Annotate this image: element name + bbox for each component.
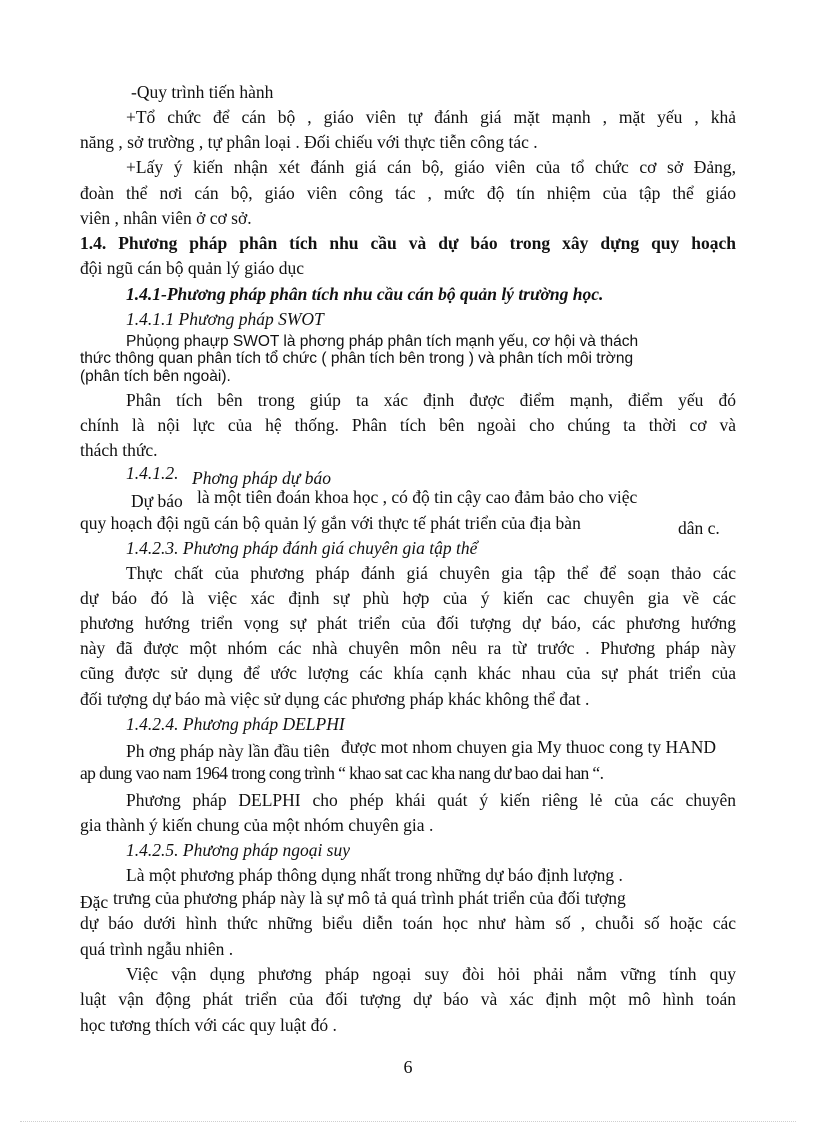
body-line: được mot nhom chuyen gia My thuoc cong ty HAND [341, 737, 717, 757]
body-line: đối tượng dự báo mà việc sử dụng các phương pháp khác không thể đat . [80, 689, 590, 709]
subsubsection-heading: 1.4.1.1 Phương pháp SWOT [126, 309, 324, 329]
subsubsection-heading: 1.4.2.3. Phương pháp đánh giá chuyên gia tập thể [126, 538, 478, 558]
subsubsection-number: 1.4.1.2. [126, 463, 179, 483]
body-line: cũng được sử dụng để ước lượng các khía cạnh khác nhau của sự phát triển của [80, 663, 736, 683]
body-line: gia thành ý kiến chung của một nhóm chuyên gia . [80, 815, 434, 835]
body-line: Thực chất của phương pháp đánh giá chuyên gia tập thể để soạn thảo các [126, 563, 736, 583]
body-line: +Lấy ý kiến nhận xét đánh giá cán bộ, giáo viên của tổ chức cơ sở Đảng, [126, 157, 736, 177]
body-line: quá trình ngẫu nhiên . [80, 939, 234, 959]
body-line: Phương pháp DELPHI cho phép khái quát ý kiến riêng lẻ của các chuyên [126, 790, 736, 810]
body-line: trưng của phương pháp này là sự mô tả quá trình phát triển của đối tượng [113, 888, 626, 908]
body-line: quy hoạch đội ngũ cán bộ quản lý gắn với thực tế phát triển của địa bàn [80, 513, 581, 533]
section-heading [80, 232, 736, 254]
body-line: thách thức. [80, 440, 158, 460]
body-line: năng , sở trường , tự phân loại . Đối chiếu với thực tiễn công tác . [80, 132, 538, 152]
body-line: viên , nhân viên ở cơ sở. [80, 208, 252, 228]
procedure-heading: -Quy trình tiến hành [131, 82, 274, 102]
section-heading-text: 1.4. Phương pháp phân tích nhu cầu và dự báo trong xây dựng quy hoạch [80, 233, 736, 253]
subsubsection-title: Phơng pháp dự báo [192, 468, 331, 488]
body-line: dự báo đó là việc xác định sự phù hợp của ý kiến cac chuyên gia về các [80, 588, 736, 608]
body-line: chính là nội lực của hệ thống. Phân tích bên ngoài cho chúng ta thời cơ và [80, 415, 736, 435]
body-line: Đặc [80, 892, 109, 912]
body-line: (phân tích bên ngoài). [80, 368, 231, 385]
body-line: ap dung vao nam 1964 trong cong trình “ khao sat cac kha nang dư bao dai han “. [80, 763, 604, 783]
section-heading-continued: đội ngũ cán bộ quản lý giáo dục [80, 258, 305, 278]
body-line: Phân tích bên trong giúp ta xác định được điểm mạnh, điểm yếu đó [126, 390, 736, 410]
body-line: Phủọng phaựp SWOT là phơng pháp phân tích mạnh yếu, cơ hội và thách [126, 333, 639, 350]
body-line: Ph ơng pháp này lần đầu tiên [126, 741, 330, 761]
subsection-heading: 1.4.1-Phương pháp phân tích nhu cầu cán bộ quản lý trường học. [126, 284, 604, 304]
body-line: dân c. [678, 518, 720, 538]
page-number: 6 [403, 1057, 413, 1077]
body-line: +Tổ chức để cán bộ , giáo viên tự đánh giá mặt mạnh , mặt yếu , khả [126, 107, 736, 127]
body-line: là một tiên đoán khoa học , có độ tin cậy cao đảm bảo cho việc [197, 487, 638, 507]
subsubsection-heading: 1.4.2.4. Phương pháp DELPHI [126, 714, 345, 734]
body-line: Là một phương pháp thông dụng nhất trong những dự báo định lượng . [126, 865, 623, 885]
body-line: này đã được một nhóm các nhà chuyên môn nêu ra từ trước . Phương pháp này [80, 638, 736, 658]
body-line: luật vận động phát triển của đối tượng dự báo và xác định một mô hình toán [80, 989, 736, 1009]
body-line: dự báo dưới hình thức những biểu diễn toán học như hàm số , chuỗi số hoặc các [80, 913, 736, 933]
subsubsection-heading: 1.4.2.5. Phương pháp ngoại suy [126, 840, 351, 860]
page-bottom-divider [20, 1121, 796, 1122]
body-line: đoàn thể nơi cán bộ, giáo viên công tác , mức độ tín nhiệm của tập thể giáo [80, 183, 736, 203]
body-line: Dự báo [131, 491, 183, 511]
body-line: thức thông quan phân tích tổ chức ( phân tích bên trong ) và phân tích môi trờng [80, 350, 634, 367]
body-line: Việc vận dụng phương pháp ngoại suy đòi hỏi phải nắm vững tính quy [126, 964, 736, 984]
body-line: học tương thích với các quy luật đó . [80, 1015, 337, 1035]
body-line: phương hướng triển vọng sự phát triển của đối tượng dự báo, các phương hướng [80, 613, 736, 633]
